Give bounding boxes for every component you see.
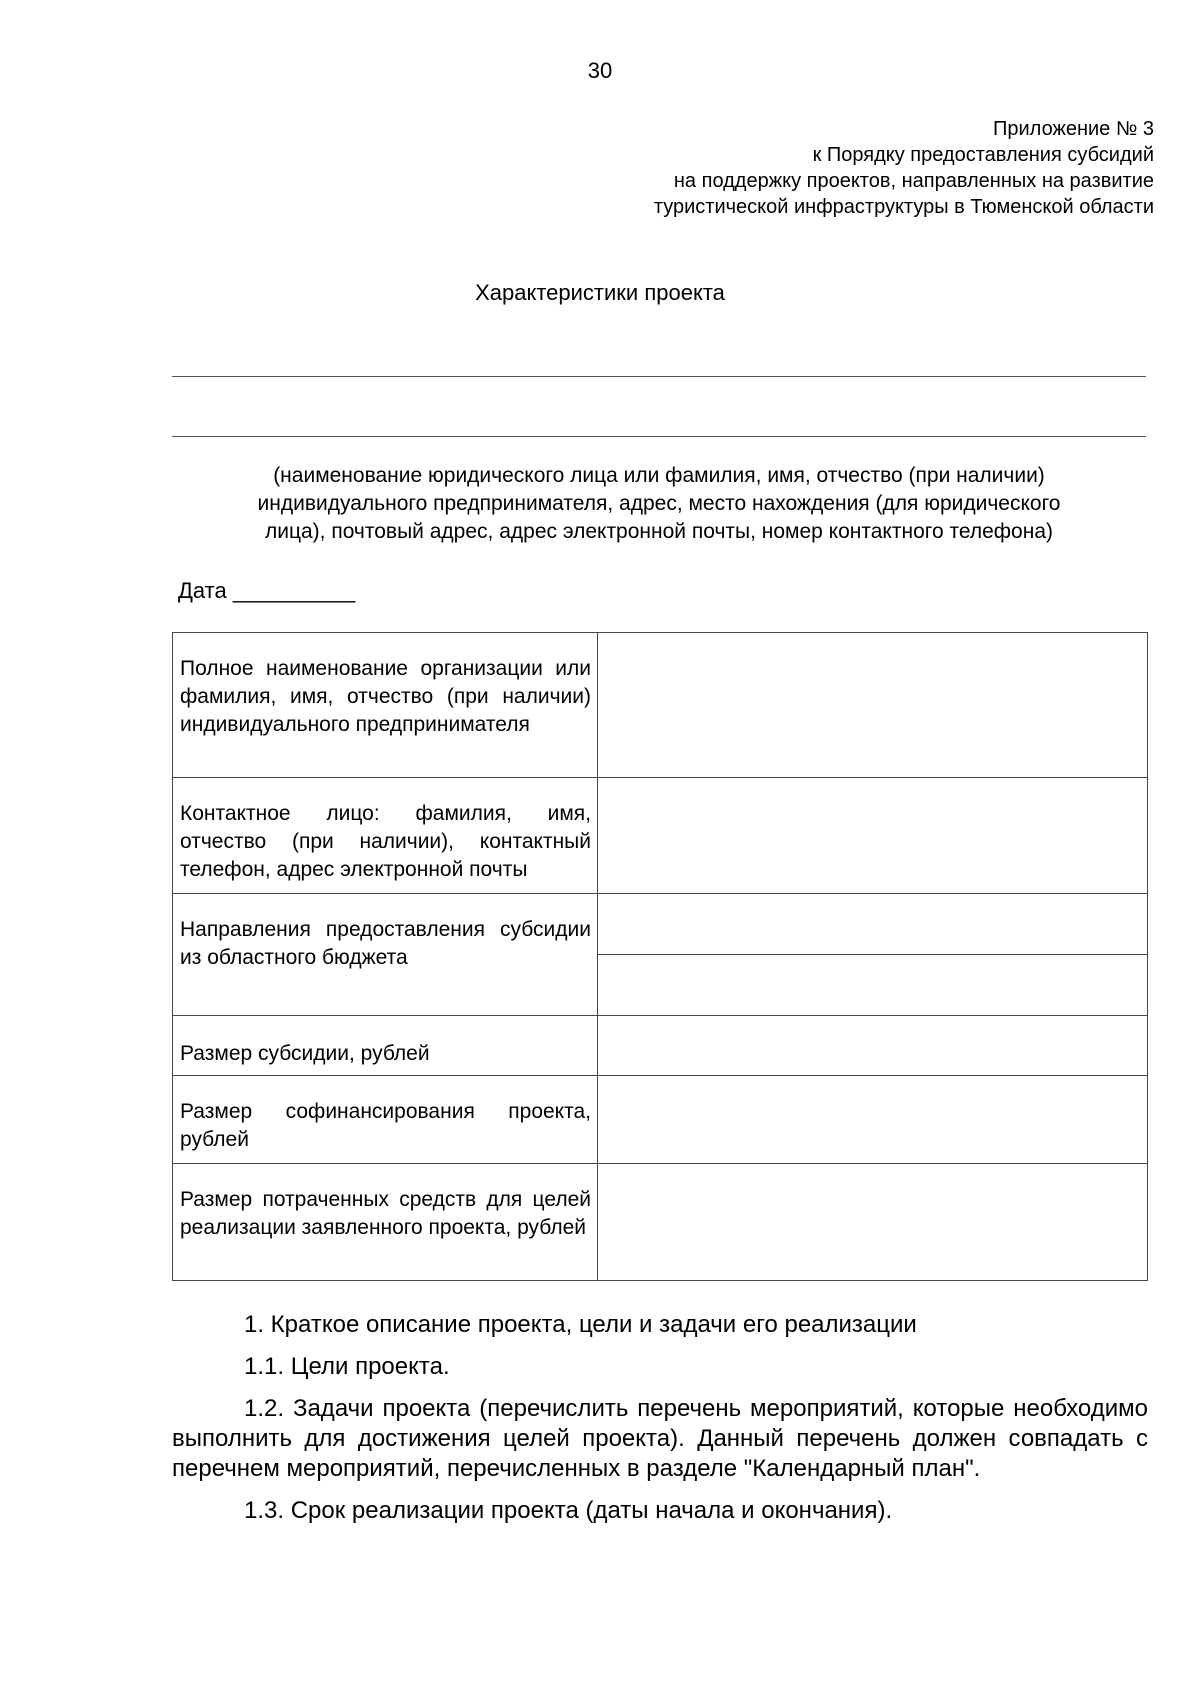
project-description-sections	[172, 1310, 1148, 1538]
appendix-line: к Порядку предоставления субсидий	[812, 144, 1154, 166]
appendix-line: на поддержку проектов, направленных на развитие	[673, 170, 1154, 192]
table-label-cell	[173, 894, 598, 1016]
table-row	[173, 778, 1148, 894]
table-row	[173, 1016, 1148, 1076]
date-label: Дата	[178, 578, 227, 603]
appendix-header	[654, 116, 1154, 220]
table-value-cell[interactable]	[598, 778, 1148, 894]
date-blank[interactable]: __________	[232, 578, 356, 603]
table-value-cell[interactable]	[598, 1164, 1148, 1281]
applicant-blank-line[interactable]	[172, 376, 1146, 377]
appendix-line: Приложение № 3	[993, 118, 1154, 140]
section-paragraph: 1.2. Задачи проекта (перечислить перечень мероприятий, которые необходимо выполнить для достижения целей проекта). Данный перечень должен совпадать с перечнем мероприятий, перечисленных в разделе "Календарный план".	[172, 1395, 1148, 1482]
table-value-cell[interactable]	[598, 1016, 1148, 1076]
table-value-cell[interactable]	[598, 1076, 1148, 1164]
appendix-line: туристической инфраструктуры в Тюменской области	[653, 196, 1154, 218]
document-title: Характеристики проекта	[475, 280, 725, 305]
applicant-caption	[172, 462, 1146, 546]
table-value-cell[interactable]	[598, 894, 1148, 955]
table-row	[173, 1164, 1148, 1281]
table-value-cell[interactable]	[598, 633, 1148, 778]
table-row	[173, 633, 1148, 778]
page-number: 30	[587, 58, 613, 83]
row-label: Размер потраченных средств для целей реализации заявленного проекта, рублей	[180, 1188, 591, 1239]
caption-line: лица), почтовый адрес, адрес электронной почты, номер контактного телефона)	[264, 520, 1053, 543]
section-paragraph: 1.1. Цели проекта.	[244, 1353, 450, 1380]
caption-line: (наименование юридического лица или фамилия, имя, отчество (при наличии)	[273, 464, 1045, 487]
date-field[interactable]	[178, 578, 355, 604]
row-label: Размер субсидии, рублей	[180, 1042, 430, 1065]
project-characteristics-table	[172, 632, 1148, 1281]
applicant-blank-line[interactable]	[172, 436, 1146, 437]
row-label: Размер софинансирования проекта, рублей	[180, 1100, 591, 1151]
caption-line: индивидуального предпринимателя, адрес, место нахождения (для юридического	[257, 492, 1061, 515]
section-paragraph: 1.3. Срок реализации проекта (даты начала и окончания).	[244, 1497, 893, 1524]
row-label: Полное наименование организации или фамилия, имя, отчество (при наличии) индивидуального предпринимателя	[180, 657, 591, 736]
table-label-cell	[173, 633, 598, 778]
table-row	[173, 894, 1148, 955]
table-label-cell	[173, 778, 598, 894]
row-label: Контактное лицо: фамилия, имя, отчество (при наличии), контактный телефон, адрес электронной почты	[180, 802, 591, 881]
section-heading: 1. Краткое описание проекта, цели и задачи его реализации	[244, 1311, 917, 1338]
table-label-cell	[173, 1164, 598, 1281]
table-label-cell	[173, 1016, 598, 1076]
table-value-cell[interactable]	[598, 955, 1148, 1016]
row-label: Направления предоставления субсидии из областного бюджета	[180, 918, 591, 969]
table-row	[173, 1076, 1148, 1164]
table-label-cell	[173, 1076, 598, 1164]
